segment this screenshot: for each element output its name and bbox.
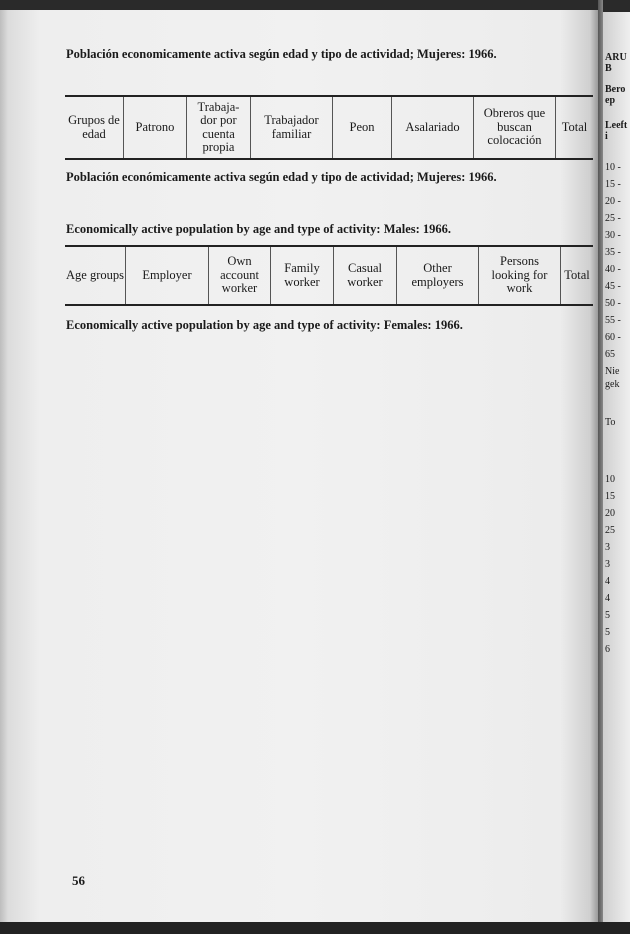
column-header: Employer <box>126 247 209 304</box>
facing-page-fragment: 20 <box>605 508 615 519</box>
english-title-males: Economically active population by age and type of activity: Males: 1966. <box>66 222 452 236</box>
facing-page-fragment: 30 - <box>605 230 621 241</box>
column-header: Peon <box>333 97 392 158</box>
facing-page-fragment: Nie <box>605 366 620 377</box>
facing-page-fragment: To <box>605 417 616 428</box>
column-header: Obreros que buscan colocación <box>474 97 556 158</box>
spanish-title-top: Población economicamente activa según edad y tipo de actividad; Mujeres: 1966. <box>66 47 497 61</box>
facing-page-fragment: 45 - <box>605 281 621 292</box>
facing-page-fragment: 20 - <box>605 196 621 207</box>
facing-page-fragment: Leefti <box>605 120 628 142</box>
column-header: Grupos de edad <box>65 97 124 158</box>
column-header: Asalariado <box>392 97 474 158</box>
english-title-females: Economically active population by age and type of activity: Females: 1966. <box>66 318 463 332</box>
facing-page-fragment: 55 - <box>605 315 621 326</box>
facing-page-fragment: 6 <box>605 644 610 655</box>
facing-page-fragment: 5 <box>605 627 610 638</box>
facing-page <box>603 12 630 922</box>
column-header: Own account worker <box>209 247 271 304</box>
facing-page-fragment: gek <box>605 379 620 390</box>
facing-page-fragment: 3 <box>605 542 610 553</box>
page-number: 56 <box>72 873 85 888</box>
facing-page-fragment: 4 <box>605 593 610 604</box>
spanish-title-bottom: Población económicamente activa según edad y tipo de actividad; Mujeres: 1966. <box>66 170 497 184</box>
english-header-table <box>65 245 593 306</box>
column-header: Age groups <box>65 247 126 304</box>
facing-page-fragment: 15 <box>605 491 615 502</box>
facing-page-fragment: 35 - <box>605 247 621 258</box>
column-header: Total <box>564 267 590 282</box>
facing-page-fragment: 10 - <box>605 162 621 173</box>
facing-page-fragment: 15 - <box>605 179 621 190</box>
facing-page-fragment: 25 - <box>605 213 621 224</box>
column-header: Total <box>561 119 588 134</box>
column-header: Patrono <box>124 97 187 158</box>
column-header: Other employers <box>397 247 479 304</box>
facing-page-fragment: 50 - <box>605 298 621 309</box>
spanish-header-table <box>65 95 593 160</box>
column-header: Persons looking for work <box>479 247 561 304</box>
column-header: Casual worker <box>334 247 397 304</box>
scan-border <box>0 922 630 934</box>
facing-page-fragment: 65 <box>605 349 615 360</box>
facing-page-fragment: 3 <box>605 559 610 570</box>
column-header: Family worker <box>271 247 334 304</box>
column-header: Trabaja- dor por cuenta propia <box>187 97 251 158</box>
facing-page-fragment: Beroep <box>605 84 626 106</box>
facing-page-fragment: 10 <box>605 474 615 485</box>
facing-page-fragment: 5 <box>605 610 610 621</box>
column-header: Trabajador familiar <box>251 97 333 158</box>
facing-page-fragment: 25 <box>605 525 615 536</box>
facing-page-fragment: ARUB <box>605 52 627 74</box>
facing-page-fragment: 4 <box>605 576 610 587</box>
facing-page-fragment: 40 - <box>605 264 621 275</box>
facing-page-fragment: 60 - <box>605 332 621 343</box>
